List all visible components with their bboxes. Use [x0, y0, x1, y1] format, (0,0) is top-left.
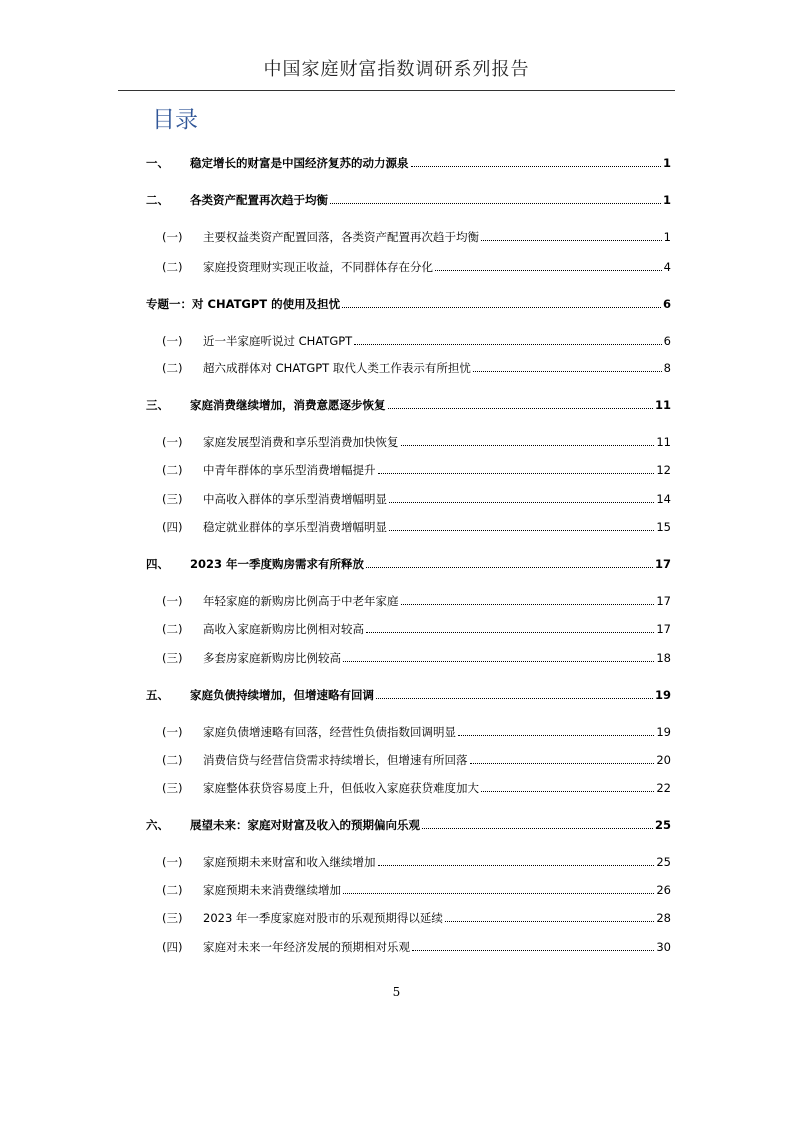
toc-entry-title: 中高收入群体的享乐型消费增幅明显	[203, 492, 387, 506]
toc-entry-title: 高收入家庭新购房比例相对较高	[203, 622, 364, 636]
toc-entry-section[interactable]	[146, 812, 671, 832]
toc-entry-page: 1	[662, 193, 671, 207]
toc-entry-subsection[interactable]	[162, 457, 671, 477]
toc-entry-number: 一、	[146, 156, 169, 170]
dot-leader	[366, 566, 653, 568]
toc-entry-subsection[interactable]	[162, 486, 671, 506]
toc-entry-title: 家庭投资理财实现正收益，不同群体存在分化	[203, 260, 433, 274]
toc-entry-title: 家庭消费继续增加，消费意愿逐步恢复	[190, 398, 386, 412]
toc-entry-page: 25	[656, 855, 671, 869]
toc-entry-title: 主要权益类资产配置回落，各类资产配置再次趋于均衡	[203, 230, 479, 244]
toc-entry-subsection[interactable]	[162, 877, 671, 897]
toc-entry-number: (二)	[162, 753, 183, 767]
toc-entry-page: 17	[654, 557, 671, 571]
toc-entry-page: 17	[656, 622, 671, 636]
toc-entry-page: 14	[656, 492, 671, 506]
toc-entry-number: (三)	[162, 911, 183, 925]
toc-entry-section[interactable]	[146, 187, 671, 207]
toc-entry-title: 家庭预期未来财富和收入继续增加	[203, 855, 376, 869]
toc-entry-page: 8	[663, 361, 671, 375]
toc-entry-page: 18	[656, 651, 671, 665]
toc-entry-subsection[interactable]	[162, 645, 671, 665]
toc-entry-title: 家庭负债增速略有回落，经营性负债指数回调明显	[203, 725, 456, 739]
toc-entry-title: 家庭发展型消费和享乐型消费加快恢复	[203, 435, 399, 449]
toc-entry-number: (一)	[162, 855, 183, 869]
toc-entry-number: (二)	[162, 622, 183, 636]
dot-leader	[458, 734, 654, 736]
toc-entry-subsection[interactable]	[162, 588, 671, 608]
toc-entry-page: 22	[656, 781, 671, 795]
toc-entry-title: 家庭整体获贷容易度上升，但低收入家庭获贷难度加大	[203, 781, 479, 795]
dot-leader	[378, 864, 655, 866]
dot-leader	[411, 165, 661, 167]
toc-entry-section[interactable]	[146, 551, 671, 571]
toc-entry-page: 20	[656, 753, 671, 767]
toc-entry-number: (三)	[162, 651, 183, 665]
dot-leader	[366, 631, 654, 633]
toc-entry-title: 近一半家庭听说过 CHATGPT	[203, 334, 353, 348]
toc-entry-subsection[interactable]	[162, 224, 671, 244]
dot-leader	[343, 660, 654, 662]
toc-entry-number: 六、	[146, 818, 169, 832]
toc-entry-section[interactable]	[146, 150, 671, 170]
dot-leader	[376, 697, 653, 699]
toc-entry-subsection[interactable]	[162, 934, 671, 954]
dot-leader	[445, 920, 654, 922]
dot-leader	[412, 949, 654, 951]
toc-entry-subsection[interactable]	[162, 775, 671, 795]
dot-leader	[389, 501, 654, 503]
dot-leader	[330, 202, 661, 204]
toc-entry-page: 17	[656, 594, 671, 608]
toc-entry-subsection[interactable]	[162, 355, 671, 375]
toc-entry-number: (一)	[162, 594, 183, 608]
toc-entry-number: 二、	[146, 193, 169, 207]
toc-entry-number: (一)	[162, 435, 183, 449]
toc-entry-section[interactable]	[146, 392, 671, 412]
toc-entry-number: (四)	[162, 520, 183, 534]
toc-entry-number: 四、	[146, 557, 169, 571]
toc-entry-title: 稳定增长的财富是中国经济复苏的动力源泉	[190, 156, 409, 170]
toc-entry-subsection[interactable]	[162, 747, 671, 767]
page-number: 5	[392, 985, 401, 999]
toc-entry-number: (二)	[162, 463, 183, 477]
toc-entry-page: 25	[654, 818, 671, 832]
toc-entry-number: 三、	[146, 398, 169, 412]
toc-entry-subsection[interactable]	[162, 616, 671, 636]
toc-entry-number: (一)	[162, 725, 183, 739]
dot-leader	[378, 472, 655, 474]
toc-entry-number: (二)	[162, 260, 183, 274]
dot-leader	[481, 239, 662, 241]
toc-entry-page: 12	[656, 463, 671, 477]
toc-entry-number: (二)	[162, 361, 183, 375]
toc-entry-page: 28	[656, 911, 671, 925]
dot-leader	[422, 827, 653, 829]
toc-entry-subsection[interactable]	[162, 905, 671, 925]
toc-entry-title: 消费信贷与经营信贷需求持续增长，但增速有所回落	[203, 753, 468, 767]
toc-entry-subsection[interactable]	[162, 254, 671, 274]
dot-leader	[354, 343, 661, 345]
toc-entry-page: 15	[656, 520, 671, 534]
toc-entry-page: 19	[656, 725, 671, 739]
dot-leader	[435, 269, 662, 271]
toc-entry-number: (三)	[162, 492, 183, 506]
dot-leader	[389, 529, 654, 531]
toc-entry-number: 五、	[146, 688, 169, 702]
toc-entry-title: 超六成群体对 CHATGPT 取代人类工作表示有所担忧	[203, 361, 471, 375]
toc-entry-title: 家庭负债持续增加，但增速略有回调	[190, 688, 374, 702]
toc-entry-subsection[interactable]	[162, 849, 671, 869]
dot-leader	[481, 790, 654, 792]
toc-entry-page: 11	[656, 435, 671, 449]
toc-entry-section[interactable]	[146, 291, 671, 311]
toc-entry-page: 19	[654, 688, 671, 702]
dot-leader	[343, 892, 654, 894]
toc-entry-page: 30	[656, 940, 671, 954]
toc-entry-title: 2023 年一季度家庭对股市的乐观预期得以延续	[203, 911, 443, 925]
header-rule	[118, 90, 675, 91]
toc-entry-number: (二)	[162, 883, 183, 897]
toc-entry-page: 6	[662, 297, 671, 311]
toc-entry-page: 1	[663, 230, 671, 244]
dot-leader	[342, 306, 661, 308]
toc-entry-title: 中青年群体的享乐型消费增幅提升	[203, 463, 376, 477]
dot-leader	[388, 407, 653, 409]
toc-entry-subsection[interactable]	[162, 514, 671, 534]
toc-entry-section[interactable]	[146, 682, 671, 702]
toc-entry-page: 11	[654, 398, 671, 412]
toc-entry-page: 26	[656, 883, 671, 897]
toc-entry-title: 家庭预期未来消费继续增加	[203, 883, 341, 897]
toc-entry-title: 专题一：对 CHATGPT 的使用及担忧	[146, 297, 341, 311]
toc-entry-subsection[interactable]	[162, 429, 671, 449]
toc-entry-page: 6	[663, 334, 671, 348]
running-header: 中国家庭财富指数调研系列报告	[263, 59, 530, 80]
dot-leader	[470, 762, 655, 764]
dot-leader	[401, 444, 655, 446]
toc-entry-title: 多套房家庭新购房比例较高	[203, 651, 341, 665]
toc-entry-title: 展望未来：家庭对财富及收入的预期偏向乐观	[190, 818, 420, 832]
toc-entry-title: 各类资产配置再次趋于均衡	[190, 193, 328, 207]
toc-entry-page: 1	[662, 156, 671, 170]
toc-entry-number: (三)	[162, 781, 183, 795]
toc-entry-title: 2023 年一季度购房需求有所释放	[190, 557, 365, 571]
toc-entry-subsection[interactable]	[162, 328, 671, 348]
toc-entry-number: (一)	[162, 334, 183, 348]
toc-entry-number: (四)	[162, 940, 183, 954]
toc-entry-title: 年轻家庭的新购房比例高于中老年家庭	[203, 594, 399, 608]
toc-entry-page: 4	[663, 260, 671, 274]
dot-leader	[401, 603, 655, 605]
toc-entry-subsection[interactable]	[162, 719, 671, 739]
dot-leader	[473, 370, 662, 372]
toc-entry-title: 家庭对未来一年经济发展的预期相对乐观	[203, 940, 410, 954]
toc-title: 目录	[152, 107, 198, 133]
toc-entry-number: (一)	[162, 230, 183, 244]
toc-entry-title: 稳定就业群体的享乐型消费增幅明显	[203, 520, 387, 534]
